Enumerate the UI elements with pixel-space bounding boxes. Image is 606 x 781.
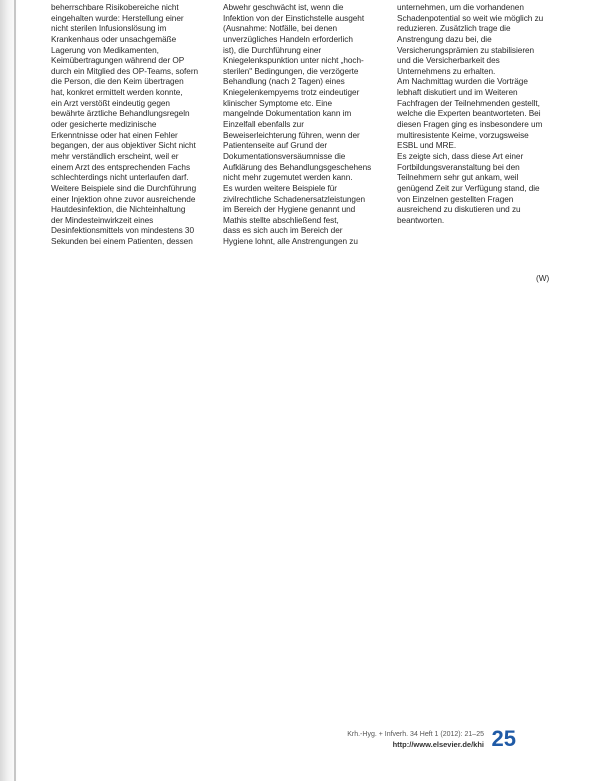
text-line: Aufklärung des Behandlungsgeschehens (223, 162, 372, 172)
text-column-1 (51, 3, 211, 248)
text-line: unverzügliches Handeln erforderlich (223, 34, 353, 44)
journal-citation: Krh.-Hyg. + Infverh. 34 Heft 1 (2012): 21–25 (347, 731, 484, 738)
text-line: mehr verständlich erscheint, weil er (51, 151, 179, 161)
text-line: Behandlung (nach 2 Tagen) eines (223, 77, 345, 87)
text-line: ESBL und MRE. (397, 141, 457, 151)
text-line: Weitere Beispiele sind die Durchführung (51, 183, 197, 193)
text-line: Kniegelenkempyems trotz eindeutiger (223, 88, 360, 98)
text-line: Unternehmens zu erhalten. (397, 66, 496, 76)
text-line: Abwehr geschwächt ist, wenn die (223, 3, 344, 12)
text-line: zivilrechtliche Schadenersatzleistungen (223, 194, 366, 204)
text-line: Erkenntnisse oder hat einen Fehler (51, 130, 178, 140)
text-line: Infektion von der Einstichstelle ausgeht (223, 13, 365, 23)
text-column-3 (397, 3, 562, 226)
text-line: bewährte ärztliche Behandlungsregeln (51, 109, 190, 119)
text-line: Hygiene lohnt, alle Anstrengungen zu (223, 237, 358, 247)
text-line: genügend Zeit zur Verfügung stand, die (397, 183, 540, 193)
text-line: hat, konkret ermittelt werden konnte, (51, 88, 183, 98)
text-line: Schadenpotential so weit wie möglich zu (397, 13, 544, 23)
text-line: Patientenseite auf Grund der (223, 141, 328, 151)
text-line: reduzieren. Zusätzlich trage die (397, 24, 511, 34)
text-line: Kniegelenkspunktion unter nicht „hoch- (223, 56, 364, 66)
text-line: mangelnde Dokumentation kann im (223, 109, 352, 119)
text-line: (Ausnahme: Notfälle, bei denen (223, 24, 338, 34)
text-line: eingehalten wurde: Herstellung einer (51, 13, 184, 23)
text-line: dass es sich auch im Bereich der (223, 226, 343, 236)
text-line: unternehmen, um die vorhandenen (397, 3, 524, 12)
text-line: Hautdesinfektion, die Nichteinhaltung (51, 205, 186, 215)
text-line: klinischer Symptome etc. Eine (223, 98, 333, 108)
text-line: beherrschbare Risikobereiche nicht (51, 3, 179, 12)
text-line: Desinfektionsmittels von mindestens 30 (51, 226, 195, 236)
page-spine-shadow (0, 0, 22, 781)
page-spine-line (14, 0, 16, 781)
text-line: die Person, die den Keim übertragen (51, 77, 184, 87)
text-line: Es zeigte sich, dass diese Art einer (397, 151, 524, 161)
text-line: multiresistente Keime, vorzugsweise (397, 130, 529, 140)
page-footer (347, 726, 560, 751)
text-line: und die Versicherbarkeit des (397, 56, 500, 66)
text-line: Dokumentationsversäumnisse die (223, 151, 346, 161)
text-line: Fachfragen der Teilnehmenden gestellt, (397, 98, 540, 108)
text-column-2 (223, 3, 385, 248)
text-line: Mathis stellte abschließend fest, (223, 215, 339, 225)
text-line: Anstrengung dazu bei, die (397, 34, 492, 44)
text-line: sterilen" Bedingungen, die verzögerte (223, 66, 359, 76)
text-line: einer Injektion ohne zuvor ausreichende (51, 194, 196, 204)
text-line: einem Arzt des entsprechenden Fachs (51, 162, 191, 172)
text-line: nicht mehr zugemutet werden kann. (223, 173, 353, 183)
journal-url: http://www.elsevier.de/khi (392, 740, 484, 749)
text-line: Am Nachmittag wurden die Vorträge (397, 77, 528, 87)
text-line: nicht sterilen Infusionslösung im (51, 24, 167, 34)
text-line: Fortbildungsveranstaltung bei den (397, 162, 520, 172)
text-line: diesen Fragen ging es insbesondere um (397, 120, 543, 130)
text-line: Sekunden bei einem Patienten, dessen (51, 237, 193, 247)
text-line: von Einzelnen gestellten Fragen (397, 194, 514, 204)
text-line: oder gesicherte medizinische (51, 120, 157, 130)
text-line: durch ein Mitglied des OP-Teams, sofern (51, 66, 199, 76)
text-line: Krankenhaus oder unsachgemäße (51, 34, 177, 44)
text-line: Keimübertragungen während der OP (51, 56, 185, 66)
text-line: schlechterdings nicht unterlaufen darf. (51, 173, 189, 183)
text-line: welche die Experten beantworteten. Bei (397, 109, 541, 119)
author-end-mark: (W) (536, 274, 550, 283)
text-line: Lagerung von Medikamenten, (51, 45, 159, 55)
text-line: Einzelfall ebenfalls zur (223, 120, 304, 130)
text-line: Teilnehmern sehr gut ankam, weil (397, 173, 519, 183)
text-line: Beweiserleichterung führen, wenn der (223, 130, 360, 140)
text-line: ist), die Durchführung einer (223, 45, 322, 55)
text-line: lebhaft diskutiert und im Weiteren (397, 88, 518, 98)
text-line: Es wurden weitere Beispiele für (223, 183, 338, 193)
text-line: ausreichend zu diskutieren und zu (397, 205, 521, 215)
text-line: im Bereich der Hygiene genannt und (223, 205, 356, 215)
text-line: der Mindesteinwirkzeit eines (51, 215, 154, 225)
text-line: Versicherungsprämien zu stabilisieren (397, 45, 535, 55)
page-number: 25 (491, 726, 516, 751)
text-line: ein Arzt verstößt eindeutig gegen (51, 98, 170, 108)
text-line: beantworten. (397, 215, 445, 225)
text-line: begangen, der aus objektiver Sicht nicht (51, 141, 196, 151)
